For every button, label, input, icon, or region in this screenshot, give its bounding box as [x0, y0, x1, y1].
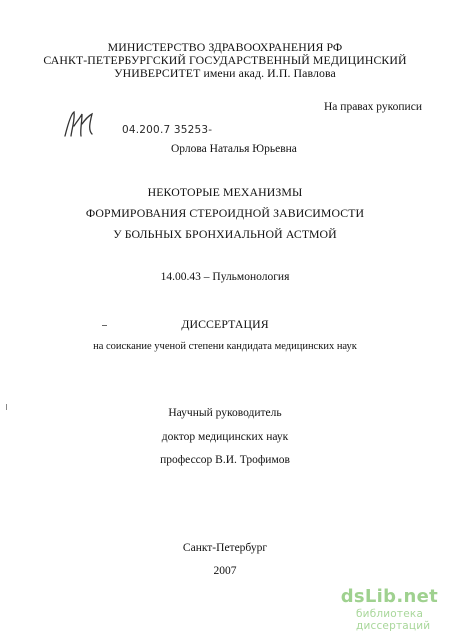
ministry-line: МИНИСТЕРСТВО ЗДРАВООХРАНЕНИЯ РФ [107, 40, 343, 54]
author-name: Орлова Наталья Юрьевна [171, 143, 297, 155]
title-line-2: ФОРМИРОВАНИЯ СТЕРОИДНОЙ ЗАВИСИМОСТИ [85, 206, 365, 220]
watermark-subtitle: библиотека диссертаций [356, 608, 431, 632]
supervisor-degree: доктор медицинских наук [161, 431, 289, 443]
title-line-3: У БОЛЬНЫХ БРОНХИАЛЬНОЙ АСТМОЙ [113, 227, 337, 241]
watermark [340, 586, 448, 632]
city: Санкт-Петербург [182, 542, 268, 554]
manuscript-rights: На правах рукописи [324, 101, 422, 113]
watermark-title: dsLib.net [340, 586, 438, 607]
university-line-2: УНИВЕРСИТЕТ имени акад. И.П. Павлова [114, 66, 336, 80]
year: 2007 [213, 565, 237, 577]
specialty: 14.00.43 – Пульмонология [160, 271, 290, 283]
supervisor-label: Научный руководитель [168, 407, 282, 419]
document-type: ДИССЕРТАЦИЯ [181, 317, 269, 331]
registration-stamp: 04.200.7 35253- [122, 124, 213, 136]
signature-icon [62, 108, 98, 140]
title-line-1: НЕКОТОРЫЕ МЕХАНИЗМЫ [147, 185, 303, 199]
university-line-1: САНКТ-ПЕТЕРБУРГСКИЙ ГОСУДАРСТВЕННЫЙ МЕДИЦИНСКИЙ [43, 53, 407, 67]
supervisor-name: профессор В.И. Трофимов [160, 454, 290, 466]
degree-line: на соискание ученой степени кандидата медицинских наук [93, 341, 357, 352]
